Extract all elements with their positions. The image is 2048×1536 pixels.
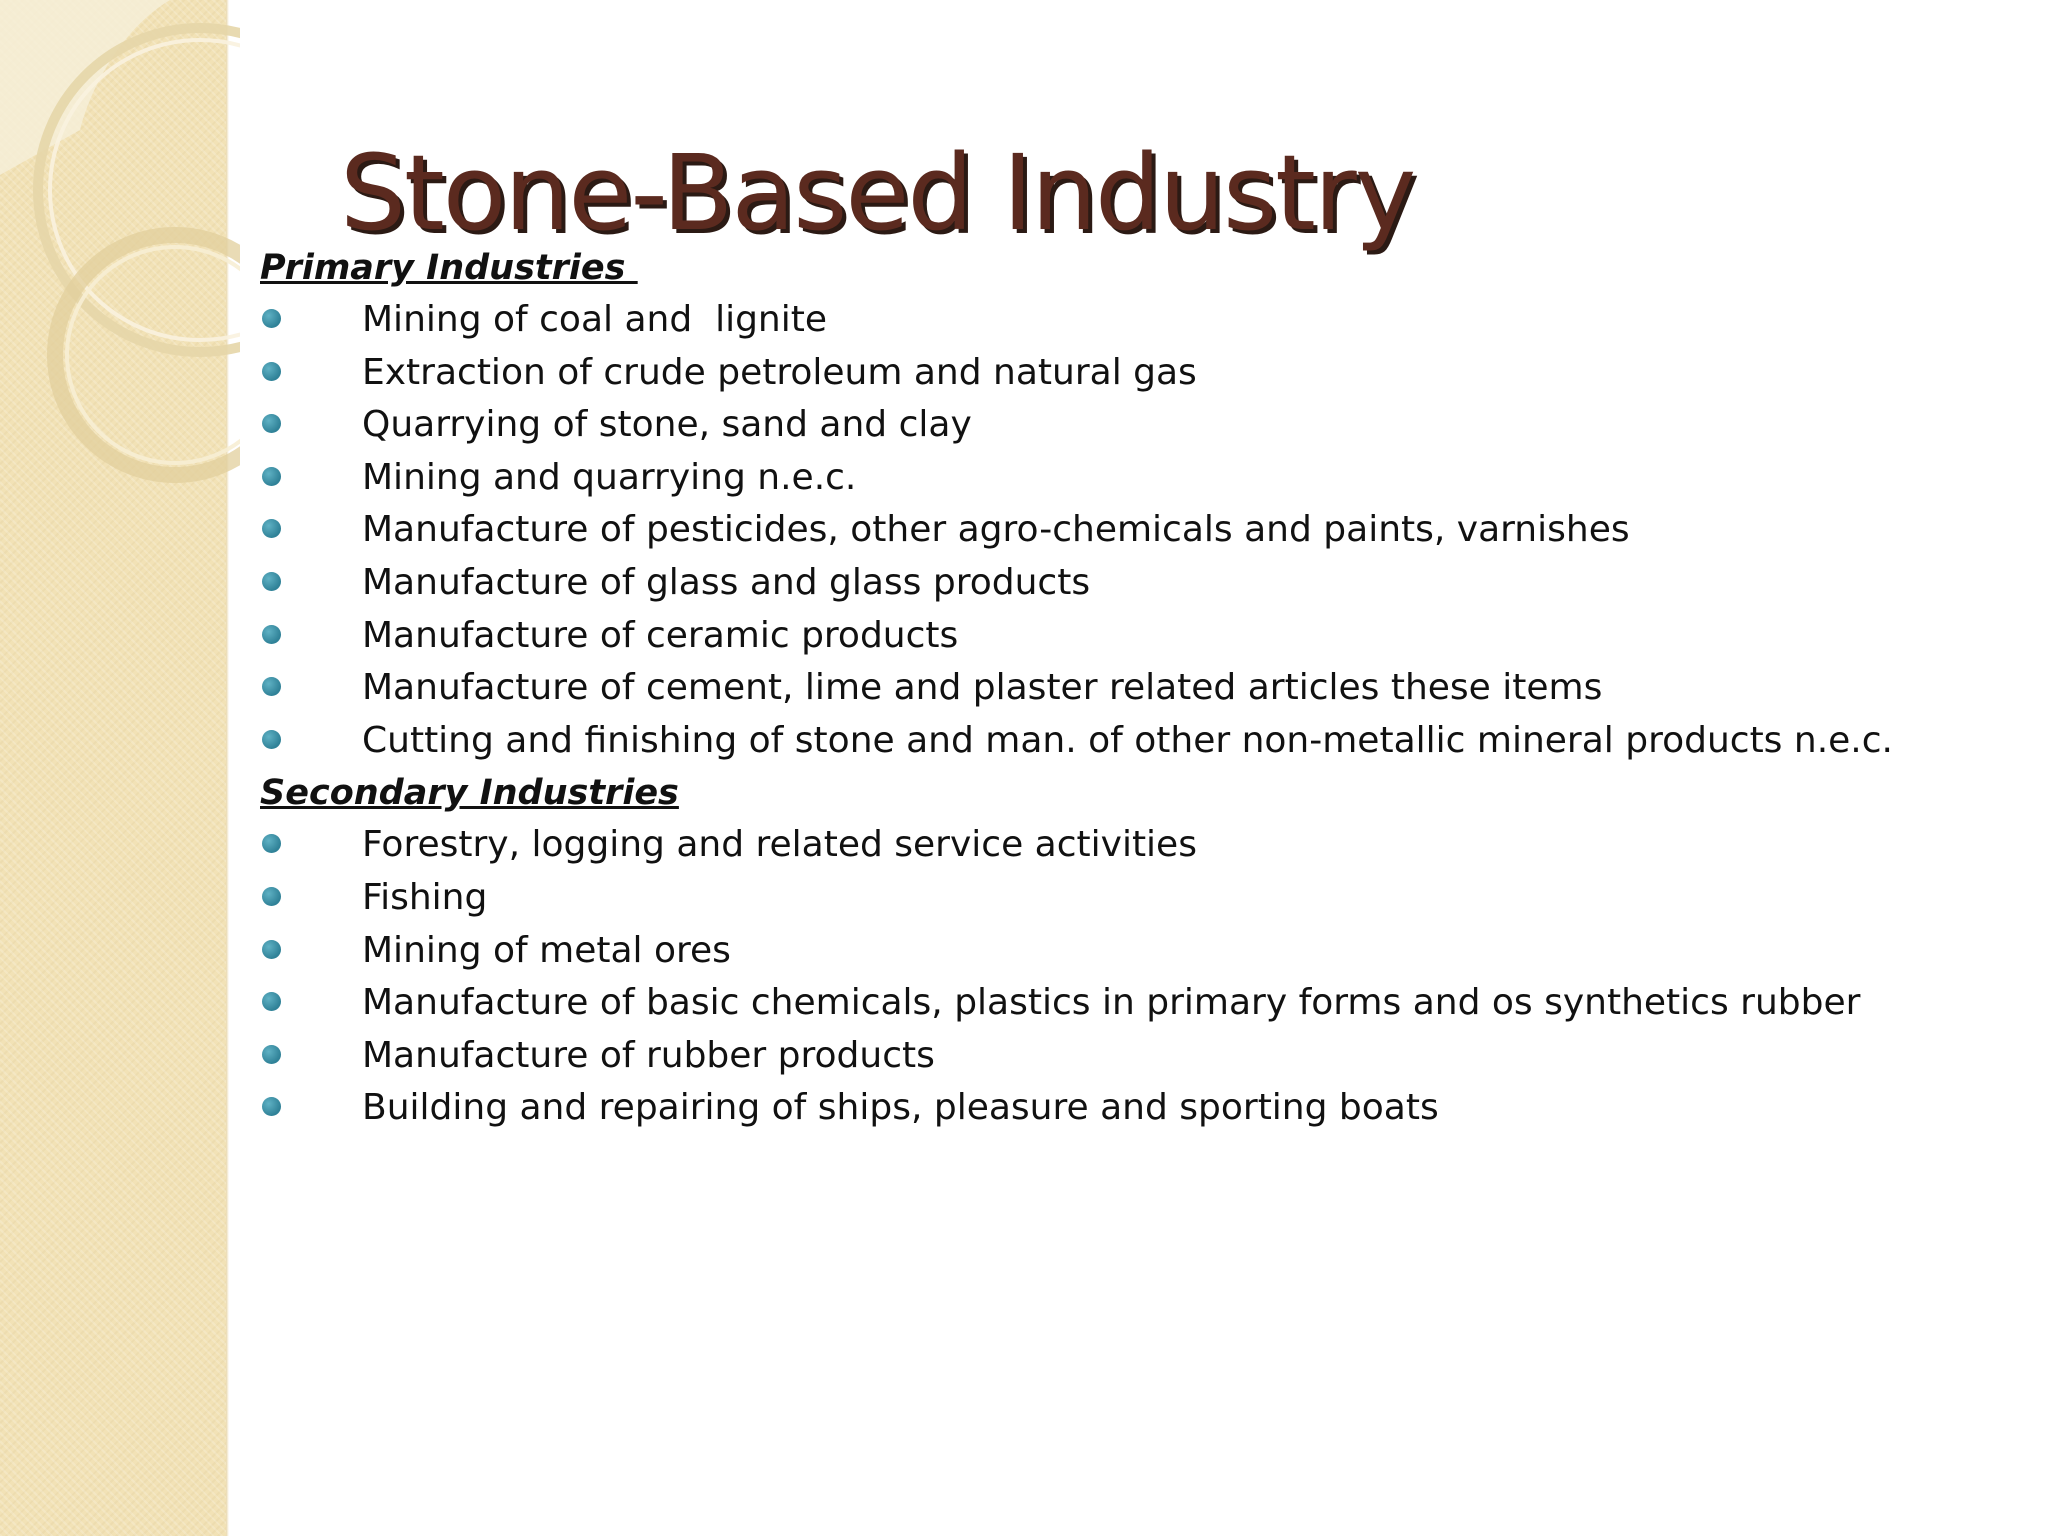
- bullet-icon: [262, 992, 281, 1011]
- list-item: [260, 347, 2020, 400]
- list-item-text: Forestry, logging and related service activities: [362, 824, 1197, 866]
- list-item-text: Manufacture of basic chemicals, plastics in primary forms and os synthetics rubber: [362, 982, 1861, 1024]
- list-item: [260, 925, 2020, 978]
- bullet-icon: [262, 414, 281, 433]
- list-item-text: Mining of coal and lignite: [362, 299, 828, 340]
- bullet-icon: [262, 519, 281, 538]
- list-item: [260, 872, 2020, 925]
- bullet-icon: [262, 1045, 281, 1064]
- list-item: [260, 452, 2020, 505]
- list-item: [260, 294, 2020, 347]
- list-item-text: Manufacture of ceramic products: [362, 614, 959, 656]
- list-item-text: Manufacture of cement, lime and plaster related articles these items: [362, 667, 1603, 709]
- list-item-text: Manufacture of glass and glass products: [362, 561, 1091, 603]
- bullet-icon: [262, 834, 281, 853]
- bullet-icon: [262, 572, 281, 591]
- list-item: [260, 819, 2020, 872]
- bullet-icon: [262, 677, 281, 696]
- list-item: [260, 610, 2020, 663]
- bullet-icon: [262, 940, 281, 959]
- bullet-icon: [262, 309, 281, 328]
- list-item-text: Mining and quarrying n.e.c.: [362, 456, 857, 498]
- list-item: [260, 399, 2020, 452]
- list-item: [260, 715, 2020, 768]
- bullet-icon: [262, 1097, 281, 1116]
- list-item-text: Manufacture of rubber products: [362, 1034, 935, 1076]
- primary-industries-heading: Primary Industries: [260, 248, 638, 288]
- bullet-icon: [262, 625, 281, 644]
- list-item-text: Cutting and finishing of stone and man. of other non-metallic mineral products n.e.c.: [362, 719, 1893, 761]
- list-item: [260, 557, 2020, 610]
- decorative-rings: [0, 0, 240, 520]
- large-ring-fill: [0, 0, 170, 175]
- bullet-icon: [262, 362, 281, 381]
- list-item: [260, 662, 2020, 715]
- list-item-text: Manufacture of pesticides, other agro-chemicals and paints, varnishes: [362, 509, 1630, 551]
- list-item-text: Quarrying of stone, sand and clay: [362, 404, 972, 446]
- list-item: [260, 504, 2020, 557]
- primary-industries-list: [260, 294, 2020, 767]
- list-item-text: Extraction of crude petroleum and natural gas: [362, 351, 1197, 393]
- list-item-text: Fishing: [362, 876, 488, 918]
- list-item: [260, 977, 2020, 1030]
- secondary-industries-list: [260, 819, 2020, 1135]
- list-item: [260, 1082, 2020, 1135]
- slide-content: [260, 242, 2020, 1135]
- list-item-text: Building and repairing of ships, pleasure and sporting boats: [362, 1087, 1439, 1129]
- bullet-icon: [262, 730, 281, 749]
- bullet-icon: [262, 467, 281, 486]
- bullet-icon: [262, 887, 281, 906]
- slide-title: Stone-Based Industry: [340, 132, 1415, 254]
- list-item: [260, 1030, 2020, 1083]
- secondary-industries-heading: Secondary Industries: [260, 773, 679, 814]
- list-item-text: Mining of metal ores: [362, 929, 731, 971]
